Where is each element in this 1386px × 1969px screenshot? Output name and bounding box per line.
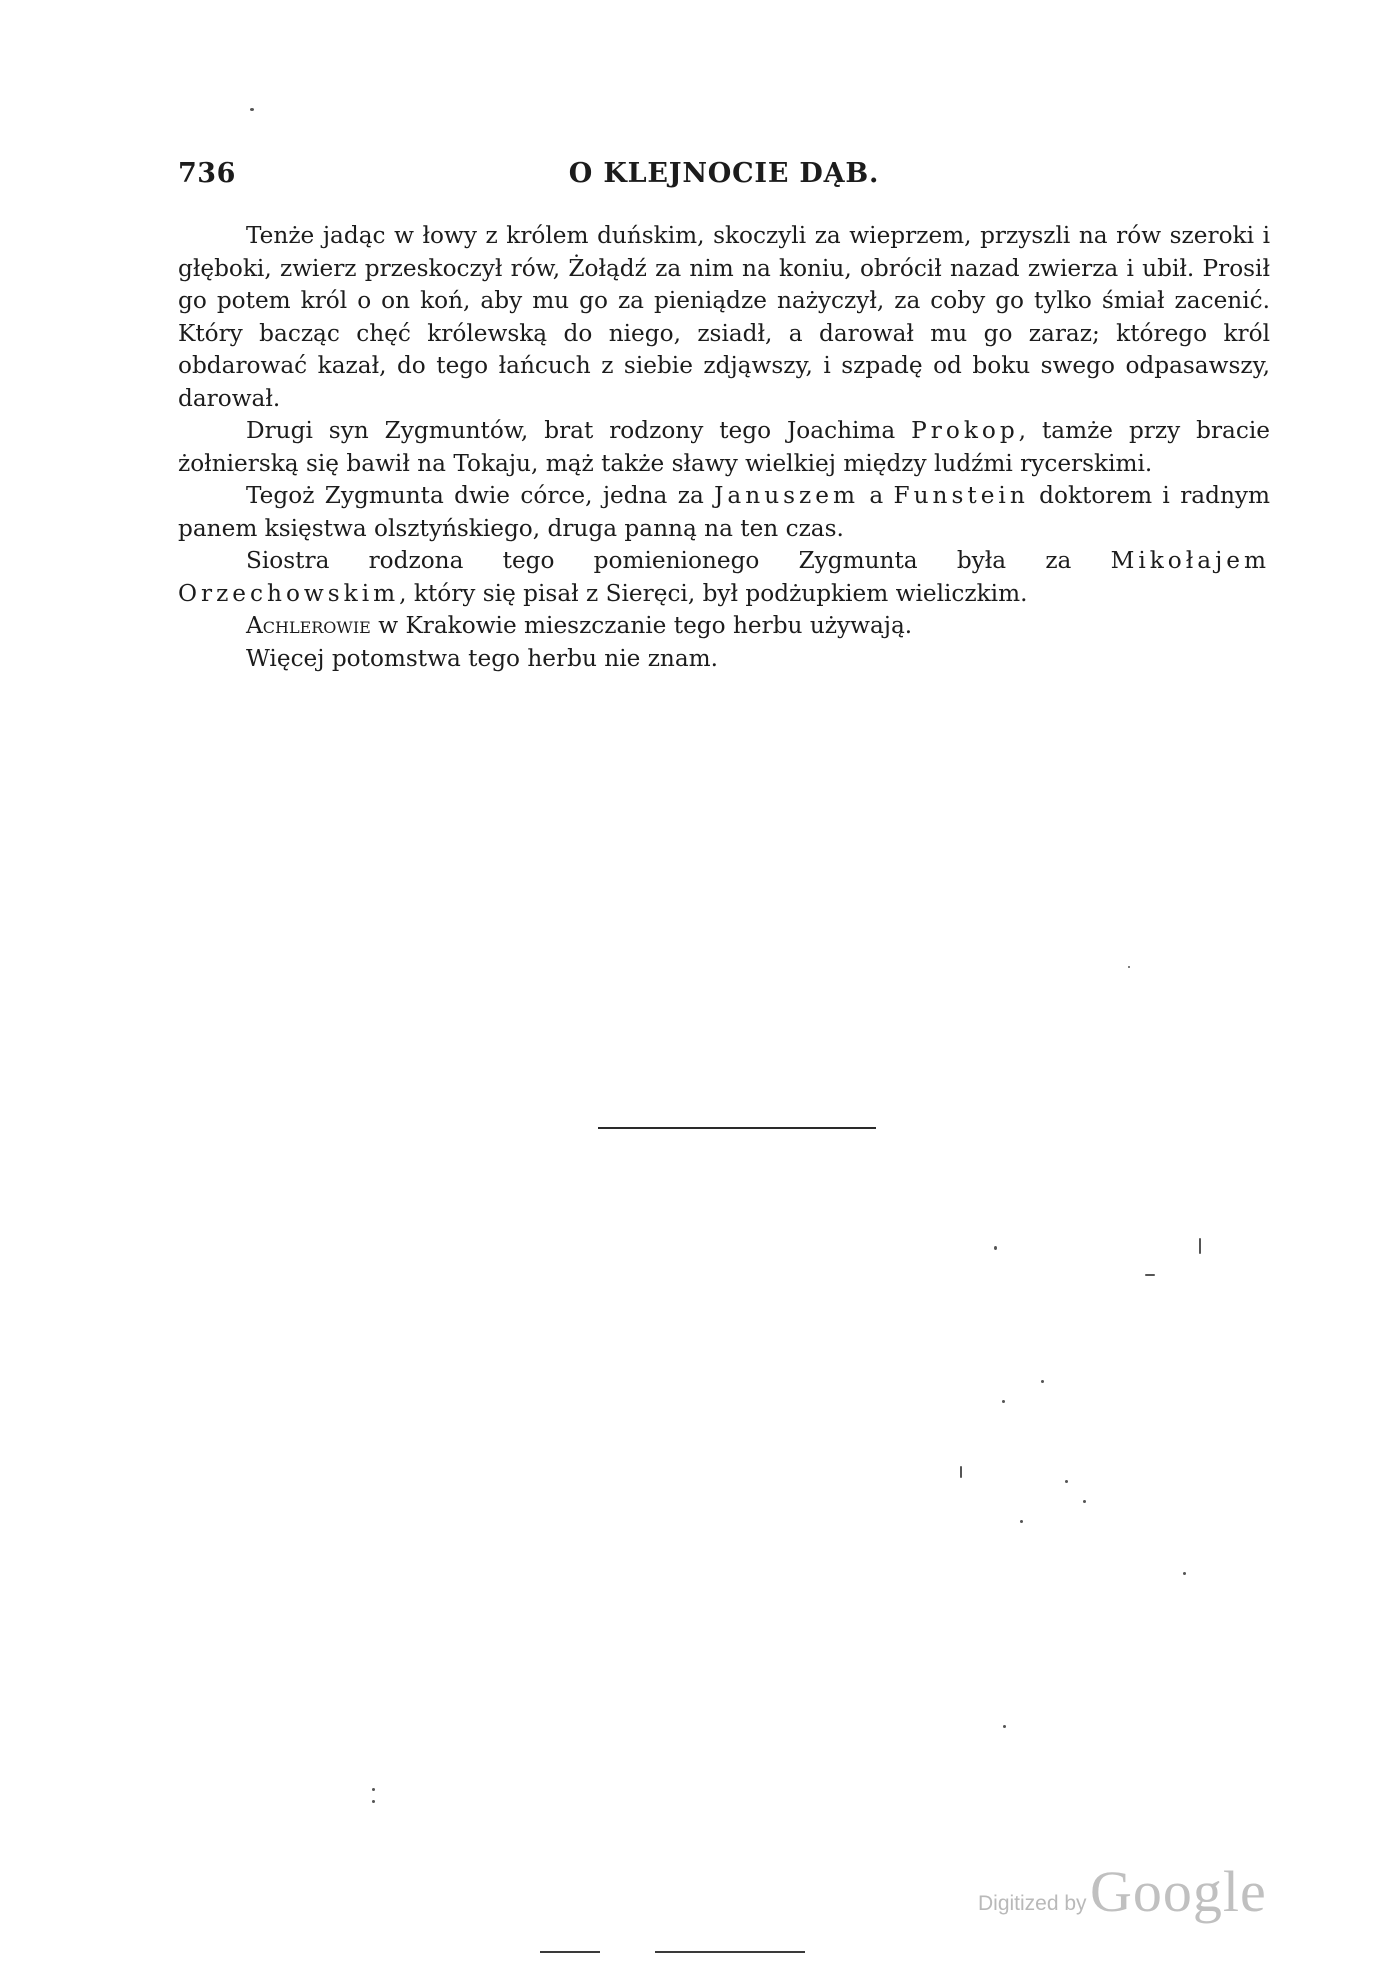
emphasized-name: Mikołajem Orzechowskim xyxy=(178,547,1270,607)
scan-speck xyxy=(1041,1380,1044,1383)
paragraph xyxy=(178,415,1270,480)
section-divider xyxy=(598,1127,876,1129)
scan-speck xyxy=(250,108,254,111)
paragraph xyxy=(178,610,1270,643)
paragraph-text: , tamże przy bracie żołnierską się bawił na Tokaju, mąż także sławy wielkiej między ludźmi rycerskimi. xyxy=(178,417,1271,477)
paragraph xyxy=(178,220,1270,415)
paragraph xyxy=(178,643,1270,676)
scan-speck xyxy=(372,1800,375,1803)
page-number: 736 xyxy=(178,158,236,189)
emphasized-name: Januszem xyxy=(714,482,859,509)
paragraph-text: a xyxy=(858,482,894,509)
paragraph-text: Drugi syn Zygmuntów, brat rodzony tego Joachima xyxy=(246,417,912,444)
scan-speck xyxy=(1145,1274,1155,1276)
emphasized-name: Prokop xyxy=(911,417,1019,444)
scan-speck xyxy=(1083,1500,1086,1503)
running-title: O KLEJNOCIE DĄB. xyxy=(568,158,880,189)
scan-edge-line xyxy=(540,1951,600,1953)
scan-speck xyxy=(1199,1238,1201,1254)
paragraph-text: , który się pisał z Sieręci, był podżupkiem wieliczkim. xyxy=(399,579,1028,607)
scan-speck xyxy=(1003,1725,1006,1728)
scan-speck xyxy=(1065,1480,1068,1483)
scan-speck xyxy=(1020,1520,1023,1523)
emphasized-name: Funstein xyxy=(893,482,1029,509)
paragraph-text: Tenże jadąc w łowy z królem duńskim, skoczyli za wieprzem, przyszli na rów szeroki i głęboki, zwierz przeskoczył rów, Żołądź za nim na koniu, obrócił nazad zwierza i ubił. Prosił go potem król o on koń, aby mu go za pieniądze nażyczył, za coby go tylko śmiał zacenić. Który bacząc chęć królewską do niego, zsiadł, a darował mu go zaraz; którego król obdarować kazał, do tego łańcuch z siebie zdjąwszy, i szpadę od boku swego odpasawszy, darował. xyxy=(178,222,1270,412)
paragraph-text: Siostra rodzona tego pomienionego Zygmunta była za xyxy=(246,547,1111,574)
paragraph-text: Więcej potomstwa tego herbu nie znam. xyxy=(246,644,719,672)
scan-speck xyxy=(994,1246,997,1250)
body-text xyxy=(178,220,1270,675)
paragraph-text: w Krakowie mieszczanie tego herbu używają. xyxy=(370,612,913,639)
scan-speck xyxy=(372,1788,375,1791)
scan-speck xyxy=(1183,1572,1186,1575)
paragraph xyxy=(178,545,1270,610)
scan-speck xyxy=(960,1466,962,1478)
scan-speck xyxy=(1128,966,1130,968)
scan-edge-line xyxy=(655,1951,805,1953)
emphasized-name: Achlerowie xyxy=(246,612,371,639)
page-header xyxy=(178,158,1270,198)
paragraph xyxy=(178,480,1270,545)
paragraph-text: Tegoż Zygmunta dwie córce, jedna za xyxy=(246,482,715,509)
scan-speck xyxy=(1002,1400,1005,1403)
paragraph-text: doktorem i radnym panem księstwa olsztyńskiego, druga panną na ten czas. xyxy=(178,482,1270,542)
google-logo: Google xyxy=(1090,1859,1267,1924)
digitized-by-label: Digitized by xyxy=(978,1892,1087,1915)
